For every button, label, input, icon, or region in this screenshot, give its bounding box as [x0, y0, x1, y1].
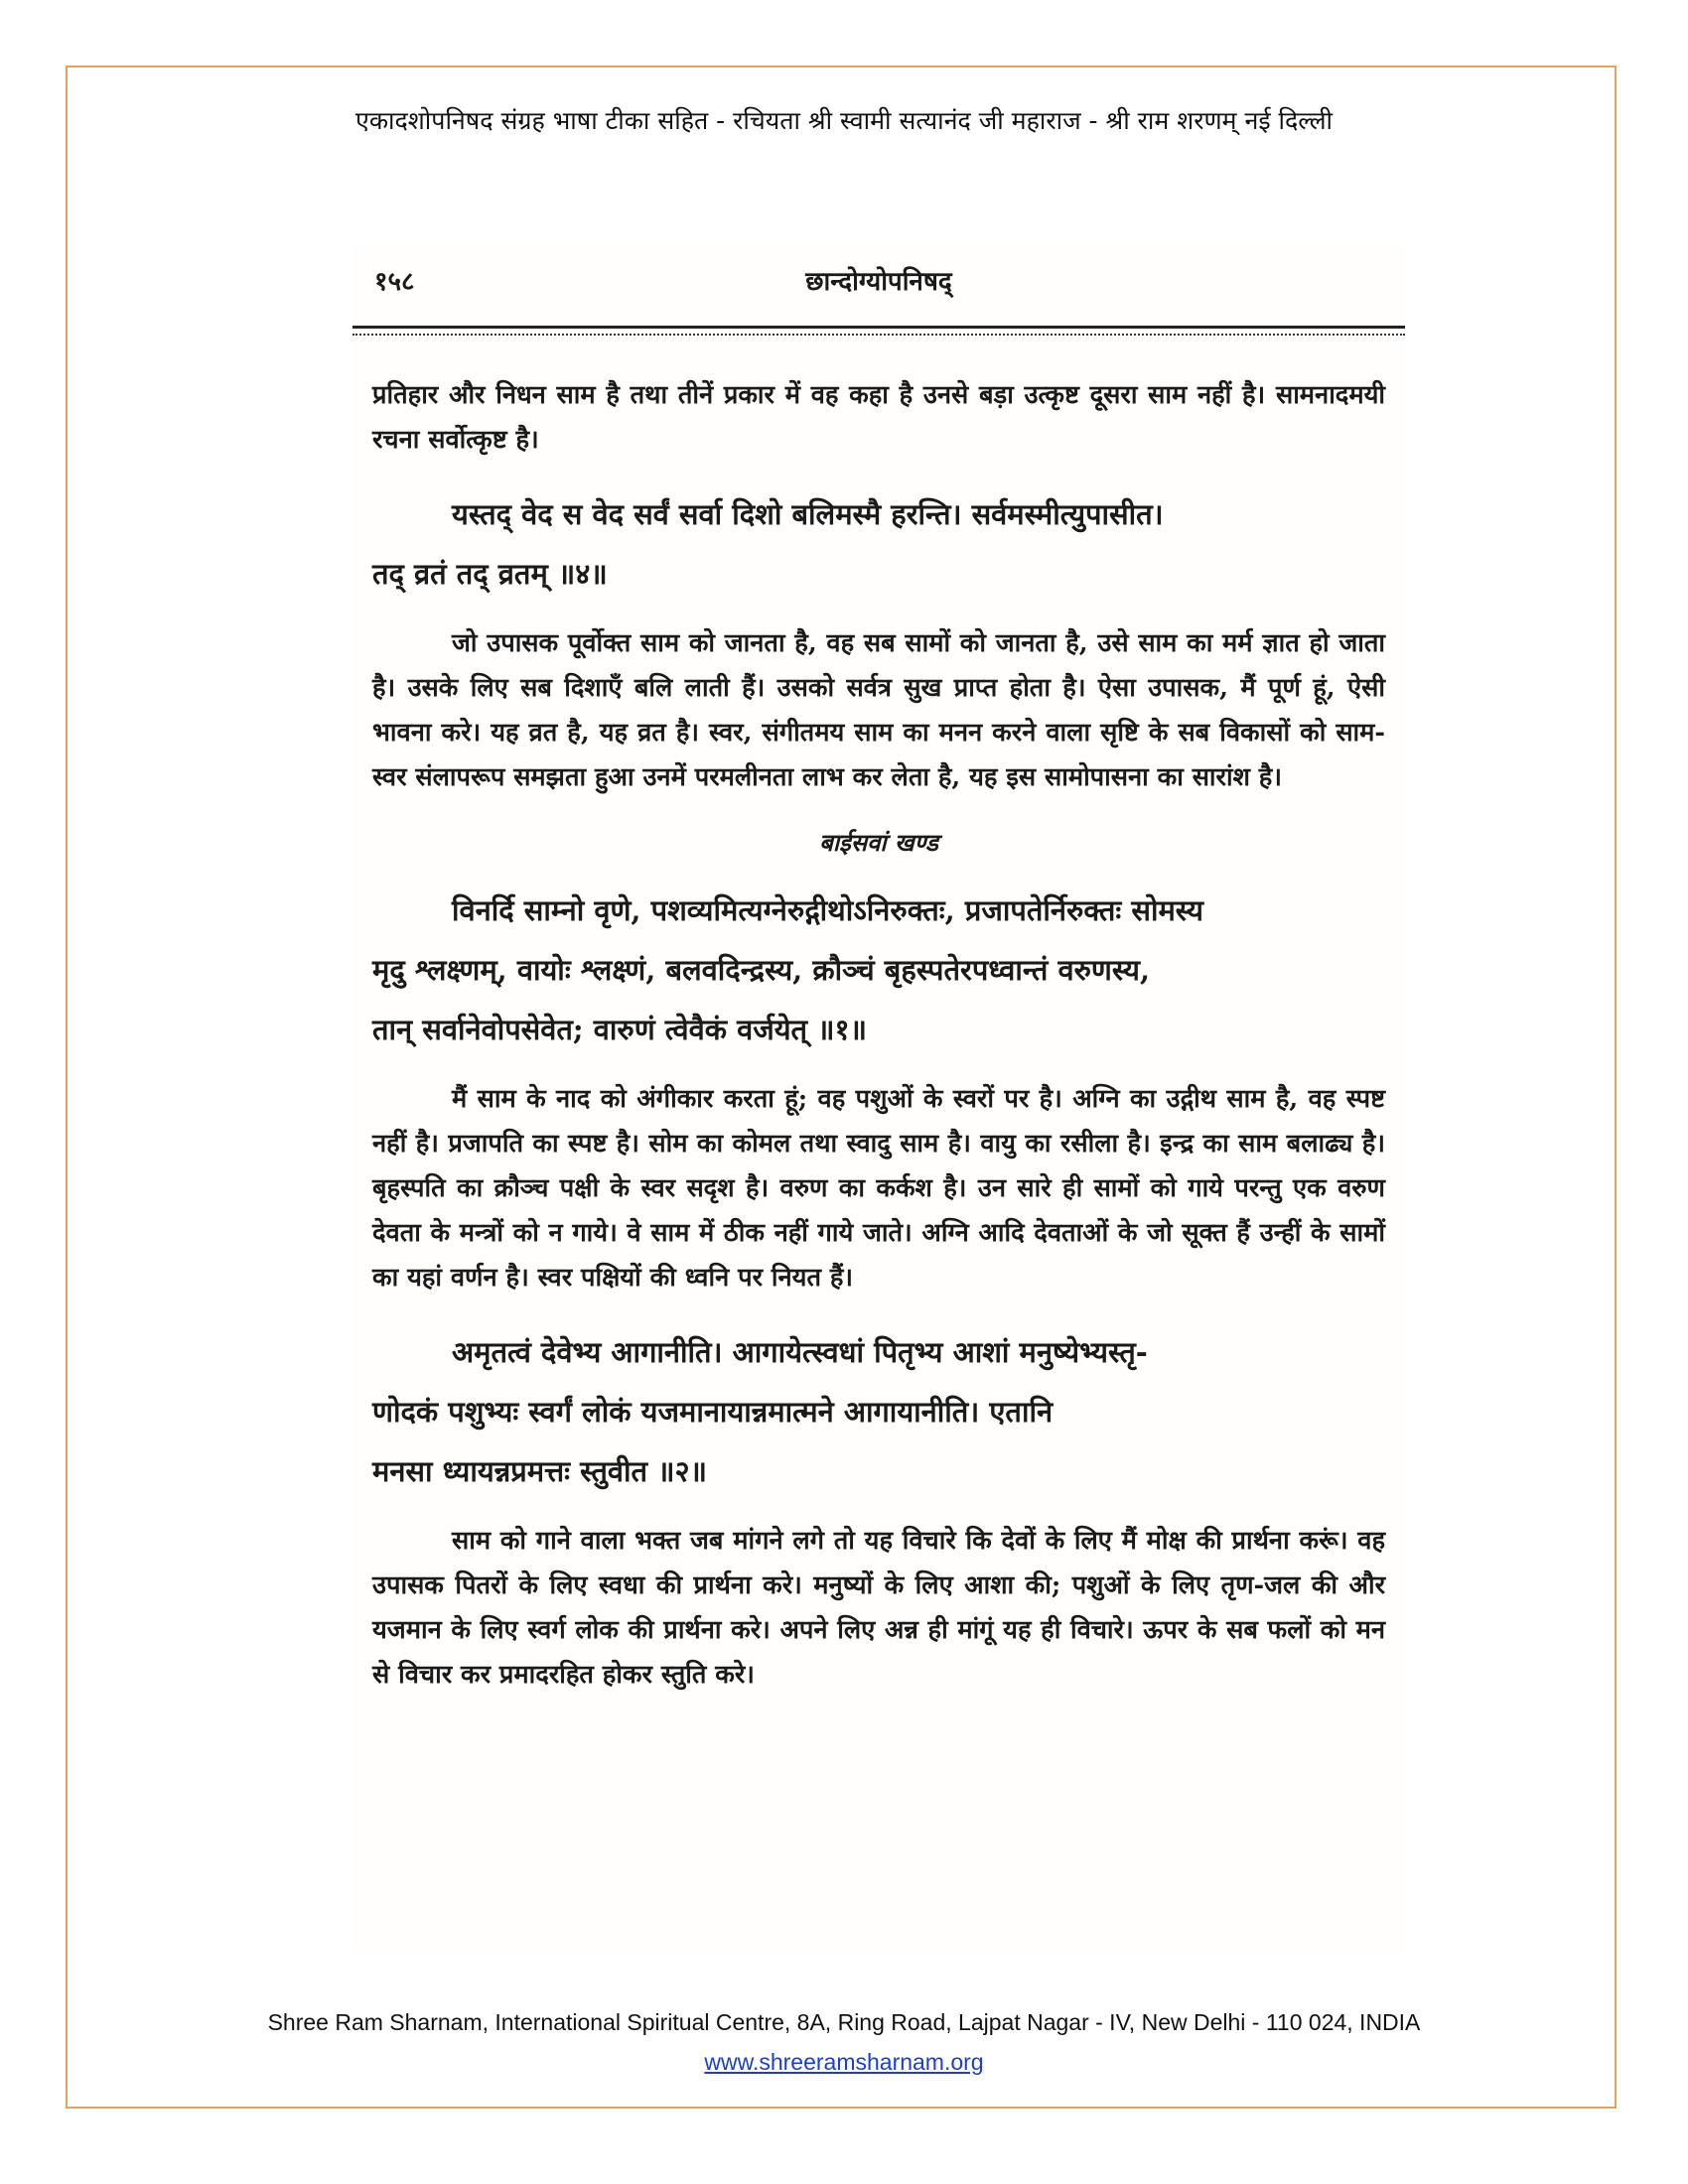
- website-link[interactable]: www.shreeramsharnam.org: [704, 2049, 984, 2075]
- verse-line: णोदकं पशुभ्यः स्वर्गं लोकं यजमानायान्नमात्मने आगायानीति। एतानि: [372, 1395, 1054, 1429]
- commentary-paragraph: मैं साम के नाद को अंगीकार करता हूं; वह पशुओं के स्वरों पर है। अग्नि का उद्गीथ साम है, वह स्पष्ट नहीं है। प्रजापति का स्पष्ट है। सोम का कोमल तथा स्वादु साम है। वायु का रसीला है। इन्द्र का साम बलाढ्य है। बृहस्पति का क्रौञ्च पक्षी के स्वर सदृश है। वरुण का कर्कश है। उन सारे ही सामों को गाये परन्तु एक वरुण देवता के मन्त्रों को न गाये। वे साम में ठीक नहीं गाये जाते। अग्नि आदि देवताओं के जो सूक्त हैं उन्हीं के सामों का यहां वर्णन है। स्वर पक्षियों की ध्वनि पर नियत हैं।: [372, 1084, 1385, 1293]
- header-rule-dotted: [352, 334, 1405, 336]
- commentary-paragraph: प्रतिहार और निधन साम है तथा तीनें प्रकार में वह कहा है उनसे बड़ा उत्कृष्ट दूसरा साम नहीं है। सामनादमयी रचना सर्वोत्कृष्ट है।: [372, 380, 1385, 455]
- sanskrit-verse: [372, 484, 1385, 604]
- sanskrit-verse: [372, 1322, 1385, 1501]
- sanskrit-verse: [372, 881, 1385, 1059]
- verse-line: तद् व्रतं तद् व्रतम् ॥४॥: [372, 557, 608, 591]
- commentary-paragraph: साम को गाने वाला भक्त जब मांगने लगे तो यह विचारे कि देवों के लिए मैं मोक्ष की प्रार्थना करूं। वह उपासक पितरों के लिए स्वधा की प्रार्थना करे। मनुष्यों के लिए आशा की; पशुओं के लिए तृण-जल की और यजमान के लिए स्वर्ग लोक की प्रार्थना करे। अपने लिए अन्न ही मांगूं यह ही विचारे। ऊपर के सब फलों को मन से विचार कर प्रमादरहित होकर स्तुति करे।: [372, 1526, 1385, 1690]
- page-content: [372, 373, 1385, 1698]
- verse-line: तान् सर्वानेवोपसेवेत; वारुणं त्वेवैकं वर्जयेत् ॥१॥: [372, 1013, 867, 1046]
- verse-line: अमृतत्वं देवेभ्य आगानीति। आगायेत्स्वधां पितृभ्य आशां मनुष्येभ्यस्तृ-: [452, 1335, 1148, 1369]
- scan-header: [352, 262, 1405, 302]
- footer-website: [0, 2049, 1688, 2076]
- running-title: छान्दोग्योपनिषद्: [805, 267, 952, 297]
- section-title: बाईसवां खण्ड: [819, 828, 938, 857]
- verse-line: यस्तद् वेद स वेद सर्वं सर्वा दिशो बलिमस्मै हरन्ति। सर्वमस्मीत्युपासीत।: [452, 497, 1164, 531]
- page-header: एकादशोपनिषद संग्रह भाषा टीका सहित - रचियता श्री स्वामी सत्यानंद जी महाराज - श्री राम शरणम् नई दिल्ली: [355, 106, 1333, 135]
- header-rule: [352, 326, 1405, 329]
- verse-line: मनसा ध्यायन्नप्रमत्तः स्तुवीत ॥२॥: [372, 1454, 707, 1488]
- commentary-paragraph: जो उपासक पूर्वोक्त साम को जानता है, वह सब सामों को जानता है, उसे साम का मर्म ज्ञात हो जाता है। उसके लिए सब दिशाएँ बलि लाती हैं। उसको सर्वत्र सुख प्राप्त होता है। ऐसा उपासक, मैं पूर्ण हूं, ऐसी भावना करे। यह व्रत है, यह व्रत है। स्वर, संगीतमय साम का मनन करने वाला सृष्टि के सब विकासों को साम-स्वर संलापरूप समझता हुआ उनमें परमलीनता लाभ कर लेता है, यह इस सामोपासना का सारांश है।: [372, 628, 1385, 792]
- verse-line: मृदु श्लक्ष्णम्, वायोः श्लक्ष्णं, बलवदिन्द्रस्य, क्रौञ्चं बृहस्पतेरपध्वान्तं वरुणस्य,: [372, 953, 1151, 987]
- scanned-page: [352, 244, 1405, 1952]
- page-number: १५८: [374, 267, 415, 297]
- verse-line: विनर्दि साम्नो वृणे, पशव्यमित्यग्नेरुद्गीथोऽनिरुक्तः, प्रजापतेर्निरुक्तः सोमस्य: [452, 893, 1203, 927]
- footer-address: Shree Ram Sharnam, International Spiritual Centre, 8A, Ring Road, Lajpat Nagar - IV, New Delhi - 110 024, INDIA: [267, 2009, 1421, 2035]
